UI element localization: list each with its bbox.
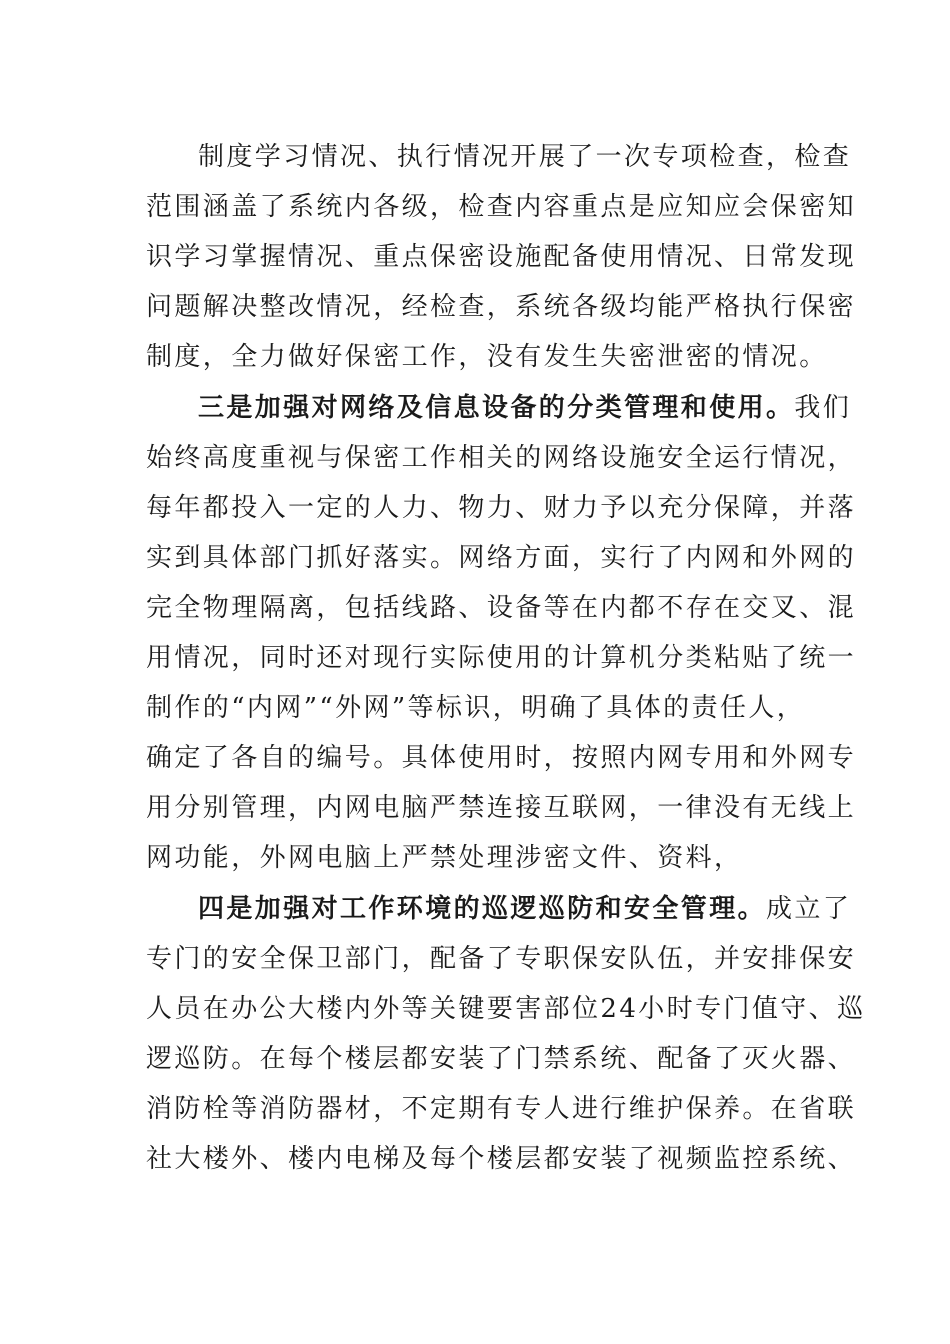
paragraph-3-first-line-rest: 成立了 <box>766 894 852 924</box>
paragraph-2-line-10: 网功能，外网电脑上严禁处理涉密文件、资料， <box>146 843 743 873</box>
paragraph-2-line-8: 确定了各自的编号。具体使用时，按照内网专用和外网专 <box>146 743 857 773</box>
paragraph-2-line-6: 用情况，同时还对现行实际使用的计算机分类粘贴了统一 <box>146 643 857 673</box>
paragraph-2-line-4: 实到具体部门抓好落实。网络方面，实行了内网和外网的 <box>146 543 857 573</box>
paragraph-3-line-6: 社大楼外、楼内电梯及每个楼层都安装了视频监控系统、 <box>146 1144 857 1174</box>
paragraph-2-heading: 三是加强对网络及信息设备的分类管理和使用。 <box>198 393 795 423</box>
paragraph-1-line-4: 问题解决整改情况，经检查，系统各级均能严格执行保密 <box>146 292 857 322</box>
paragraph-3-line-2: 专门的安全保卫部门，配备了专职保安队伍，并安排保安 <box>146 944 857 974</box>
paragraph-1-line-1: 制度学习情况、执行情况开展了一次专项检查，检查 <box>198 142 852 172</box>
paragraph-3-line-3: 人员在办公大楼内外等关键要害部位24小时专门值守、巡 <box>146 994 866 1024</box>
paragraph-2-line-5: 完全物理隔离，包括线路、设备等在内都不存在交叉、混 <box>146 593 857 623</box>
paragraph-2-line-2: 始终高度重视与保密工作相关的网络设施安全运行情况， <box>146 443 857 473</box>
paragraph-2-line-3: 每年都投入一定的人力、物力、财力予以充分保障，并落 <box>146 493 857 523</box>
paragraph-1-line-2: 范围涵盖了系统内各级，检查内容重点是应知应会保密知 <box>146 192 857 222</box>
paragraph-2-line-1 <box>198 383 851 433</box>
paragraph-1-line-3: 识学习掌握情况、重点保密设施配备使用情况、日常发现 <box>146 242 857 272</box>
paragraph-2-line-7: 制作的“内网”“外网”等标识，明确了具体的责任人， <box>146 693 806 723</box>
paragraph-2-first-line-rest: 我们 <box>794 393 852 423</box>
paragraph-3-heading: 四是加强对工作环境的巡逻巡防和安全管理。 <box>198 894 767 924</box>
paragraph-3-line-5: 消防栓等消防器材，不定期有专人进行维护保养。在省联 <box>146 1094 857 1124</box>
paragraph-3-line-4: 逻巡防。在每个楼层都安装了门禁系统、配备了灭火器、 <box>146 1044 857 1074</box>
paragraph-2-line-9: 用分别管理，内网电脑严禁连接互联网，一律没有无线上 <box>146 793 857 823</box>
paragraph-1-line-5: 制度，全力做好保密工作，没有发生失密泄密的情况。 <box>146 342 828 372</box>
paragraph-3-line-1 <box>198 884 851 934</box>
